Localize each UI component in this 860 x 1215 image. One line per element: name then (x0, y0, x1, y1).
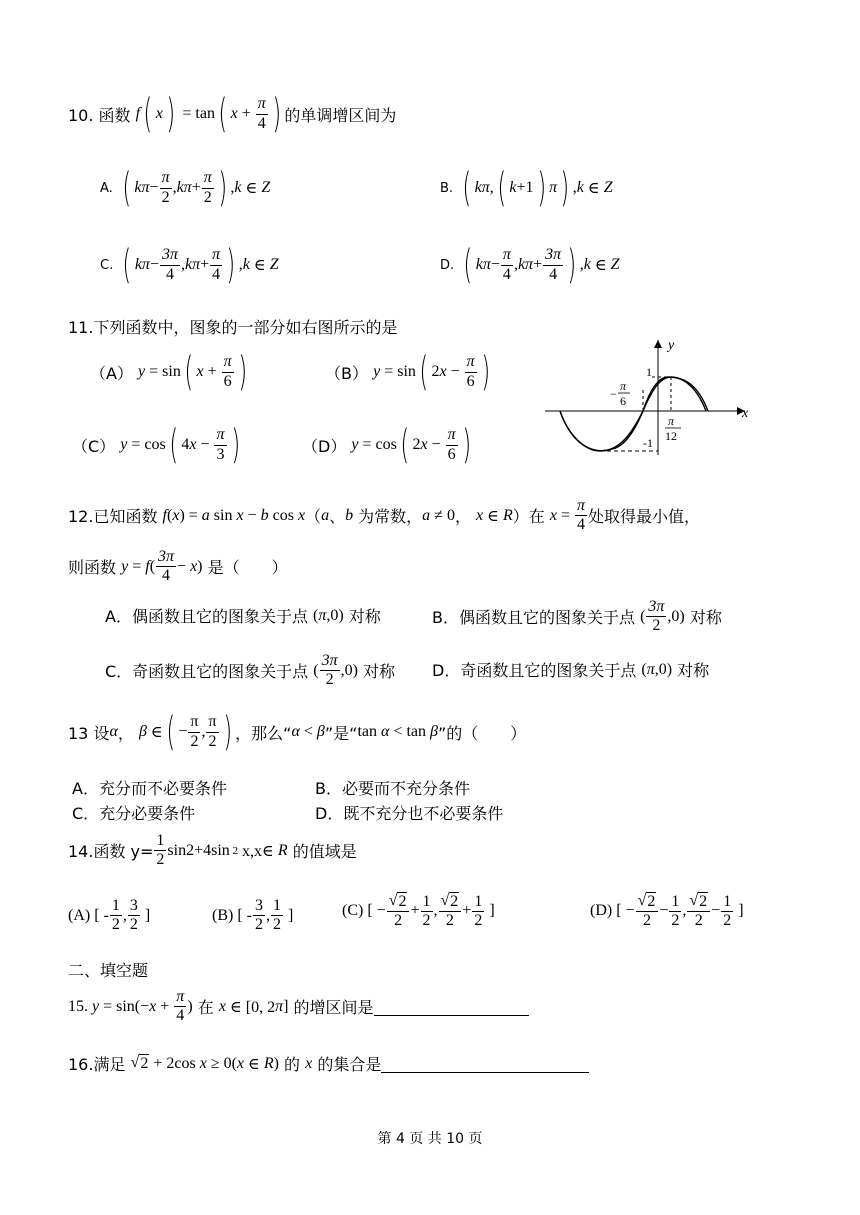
graph-neg-sign: − (610, 387, 617, 401)
q16: 16.满足 √ 2 + 2cos x ≥ 0( x ∈ R ) 的 x 的集合是 (68, 1052, 589, 1075)
q11-option-a: （A） y = sin ( x + $\frac{\pi}{6}$ ) (90, 349, 247, 395)
q12-stem: 12.已知函数 f ( x ) = a sin x − b cos x （ a 、 b 为常数， a ≠ 0 ， x ∈ R ）在 x = $\frac{\pi}{4}$ 处取得最小值， (68, 497, 701, 534)
q13-stem: 13 设 α ， β ∈ ( − $\frac{\pi}{2}$ , $\frac{\pi}{2}$ ) ，那么“ α < β ”是“ tan α < tan β ”的（ ） (68, 709, 527, 755)
q10-option-c: C. ( kπ − $\frac{3\pi}{4}$ , kπ + $\frac{\pi}{4}$ ) , k ∈ Z (100, 242, 279, 288)
q11-option-c: （C） y = cos ( 4 x − $\frac{\pi}{3}$ ) (72, 422, 240, 468)
q10-option-d: D. ( kπ − $\frac{\pi}{4}$ , kπ + $\frac{3\pi}{4}$ ) , k ∈ Z (440, 242, 620, 288)
graph-neg-one-label: -1 (643, 436, 653, 450)
graph-y-label: y (668, 338, 675, 353)
q14-option-c: (C) [ − √ 2 2 + $\frac{1}{2}$ , √ 2 2 + $\frac{1}{2}$ ] (342, 892, 495, 930)
graph-x-label: x (742, 406, 749, 421)
q14-stem: 14.函数 y= $\frac{1}{2}$ sin2+4sin 2 x,x∈ R 的值域是 (68, 832, 357, 869)
page-footer: 第 4 页 共 10 页 (377, 1131, 483, 1147)
q11-graph (540, 335, 755, 460)
q14-option-b: (B) [ - $\frac{3}{2}$ , $\frac{1}{2}$ ] (212, 897, 294, 934)
q10-stem: 10. 函数 f ( x ) = tan ( x + $\frac{\pi}{4}$ ) 的单调增区间为 (68, 91, 397, 137)
q13-option-a: A．充分而不必要条件 (72, 779, 227, 798)
q12-option-b: B．偶函数且它的图象关于点 ( $\frac{3\pi}{2}$ ,0) 对称 (432, 598, 722, 635)
graph-pi12-den: 12 (665, 429, 677, 443)
q10-option-b: B. ( kπ , ( k +1 ) π ) , k ∈ Z (440, 165, 613, 211)
q15-answer-blank[interactable] (374, 997, 529, 1016)
q13-option-c: C．充分必要条件 (72, 804, 196, 823)
q14-option-a: (A) [ - $\frac{1}{2}$ , $\frac{3}{2}$ ] (68, 897, 151, 934)
q12-option-a: A．偶函数且它的图象关于点 ( π ,0) 对称 (105, 606, 381, 626)
q13-option-d: D．既不充分也不必要条件 (315, 804, 504, 823)
q11-option-d: （D） y = cos ( 2 x − $\frac{\pi}{6}$ ) (302, 422, 471, 468)
q11-stem: 11.下列函数中，图象的一部分如右图所示的是 (68, 318, 398, 337)
graph-pi12-num: π (668, 414, 675, 428)
q16-answer-blank[interactable] (381, 1054, 589, 1073)
q13-option-b: B．必要而不充分条件 (315, 779, 470, 798)
q14-option-d: (D) [ − √ 2 2 − $\frac{1}{2}$ , √ 2 2 − $\frac{1}{2}$ ] (590, 892, 744, 930)
q15: 15. y = sin(− x + $\frac{\pi}{4}$ ) 在 x ∈ [0, 2 π ] 的增区间是 (68, 988, 529, 1026)
q10-option-a: A. ( kπ − $\frac{\pi}{2}$ , kπ + $\frac{\pi}{2}$ ) , k ∈ Z (100, 165, 271, 211)
q11-option-b: （B） y = sin ( 2 x − $\frac{\pi}{6}$ ) (325, 349, 490, 395)
section-title: 二、填空题 (68, 961, 149, 980)
q12-option-c: C．奇函数且它的图象关于点 ( $\frac{3\pi}{2}$ ,0) 对称 (105, 652, 396, 689)
q12-stem2: 则函数 y = f ( $\frac{3\pi}{4}$ − x ) 是（ ） (68, 548, 288, 585)
graph-neg-pi6-num: π (620, 379, 627, 393)
graph-neg-pi6-den: 6 (620, 394, 626, 408)
graph-one-label: 1 (646, 365, 652, 379)
q12-option-d: D．奇函数且它的图象关于点 ( π ,0) 对称 (432, 660, 710, 680)
